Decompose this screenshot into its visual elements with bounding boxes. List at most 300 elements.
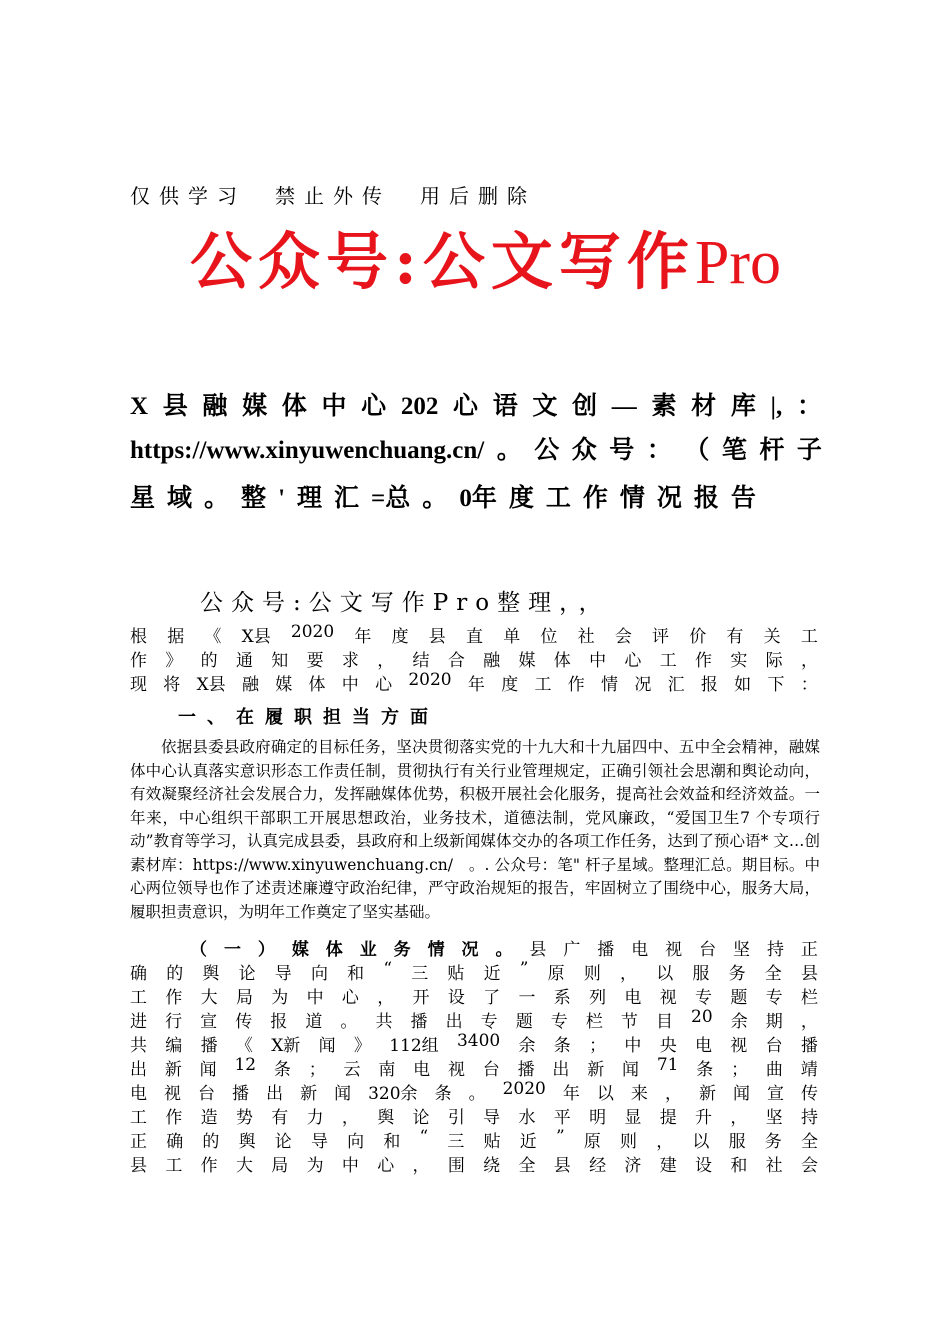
section1-line-6 (130, 1055, 818, 1080)
text-token: 题 (730, 988, 748, 1008)
text-token: 闻 (622, 1060, 640, 1080)
text-token: ” (519, 959, 529, 979)
text-token: 设 (695, 1156, 712, 1176)
text-token: ， (664, 1084, 682, 1104)
text-token: 了 (483, 988, 501, 1008)
text-token: ； (731, 1060, 749, 1080)
text-token: 》 (165, 651, 183, 671)
text-token: 心 (453, 393, 479, 420)
section1-line-7 (130, 1079, 818, 1104)
paragraph-1: 依据县委县政府确定的目标任务，坚决贯彻落实党的十九大和十九届四中、五中全会精神，融媒体中心认真落实意识形态工作责任制，贯彻执行有关行业管理规定，正确引领社会思潮和舆论动向，有效凝聚经济社会发展合力，发挥融媒体优势，积极开展社会化服务，提高社会效益和经济效益。一年来，中心组织干部职工开展思想政治，业务技术，道德法制，党风廉政，“爱国卫生7 个专项行动”教育等学习，认真完成县委，县政府和上级新闻媒体交办的各项工作任务，达到了预心语* 文…创素材库：https://www.xinyuwenchuang.cn/ 。. 公众号：笔" 杆子星域。整理汇总。期目标。中心两位领导也作了述责述廉遵守政治纪律，严守政治规矩的报告，牢固树立了围绕中心，服务大局，履职担责意识，为明年工作奠定了坚实基础。 (130, 738, 820, 921)
text-token: 则 (583, 964, 601, 984)
section1-line-3 (130, 983, 818, 1008)
text-token: 理 (297, 485, 323, 512)
text-token: 工 (165, 1156, 183, 1176)
text-token: 实 (730, 651, 748, 671)
text-token: 中 (321, 393, 347, 420)
text-token: 为 (271, 988, 289, 1008)
text-token: 专 (480, 1012, 498, 1032)
section1-line-1 (190, 935, 818, 960)
text-token: 。 (204, 485, 230, 512)
text-token: 系 (553, 988, 571, 1008)
text-token: 的 (200, 651, 218, 671)
text-token: X县 (241, 627, 271, 647)
text-token: |, (770, 393, 783, 420)
section1-line-9 (130, 1127, 818, 1152)
text-token: 2020 (408, 670, 452, 690)
section1-line-4 (130, 1007, 818, 1032)
text-token: 《 (235, 1036, 253, 1056)
text-token: 出 (266, 1084, 284, 1104)
text-token: 文 (532, 393, 558, 420)
text-token: 设 (447, 988, 465, 1008)
text-token: “ (419, 1127, 429, 1147)
text-token: https://www.xinyuwenchuang.cn/ (130, 437, 485, 464)
text-token: 力 (306, 1108, 324, 1128)
text-token: 2020 (290, 622, 335, 642)
text-token: 合 (447, 651, 465, 671)
text-token: 心 (361, 393, 387, 420)
text-token: 视 (659, 988, 677, 1008)
text-token: 会 (614, 627, 632, 647)
text-token: 播 (597, 940, 615, 960)
text-token: 台 (198, 1084, 216, 1104)
text-token: 新 (698, 1084, 716, 1104)
text-token: 。 (495, 940, 513, 960)
text-token: 县 (800, 964, 818, 984)
text-token: 则 (620, 1132, 638, 1152)
text-token: 杆 (759, 437, 785, 464)
text-token: 媒 (275, 675, 293, 695)
text-token: 开 (412, 988, 430, 1008)
text-token: 工 (130, 988, 147, 1008)
title-line-1 (130, 386, 822, 422)
text-token: 。 (468, 1084, 486, 1104)
text-token: 作 (567, 675, 585, 695)
text-token: 靖 (800, 1060, 818, 1080)
text-token: ” (555, 1127, 565, 1147)
text-token: 县 (553, 1156, 571, 1176)
text-token: 传 (801, 1084, 818, 1104)
text-token: 中 (341, 1156, 359, 1176)
wechat-account-banner (190, 226, 781, 299)
text-token: 专 (550, 1012, 568, 1032)
text-token: 以 (596, 1084, 614, 1104)
text-token: 创 (572, 393, 598, 420)
text-token: 笔 (721, 437, 747, 464)
text-token: 工 (130, 1108, 147, 1128)
text-token: 整 (241, 485, 267, 512)
text-token: 况 (656, 485, 682, 512)
text-token: 向 (310, 964, 328, 984)
text-token: 坚 (765, 1108, 783, 1128)
text-token: 专 (765, 988, 783, 1008)
text-token: 电 (694, 1036, 712, 1056)
text-token: ： (796, 393, 822, 420)
text-token: ， (730, 1108, 748, 1128)
text-token: ） (257, 940, 275, 960)
text-token: 引 (447, 1108, 465, 1128)
text-token: 显 (624, 1108, 642, 1128)
text-token: 经 (589, 1156, 607, 1176)
text-token: 业 (359, 940, 377, 960)
text-token: 新 (164, 1060, 182, 1080)
intro-line-2 (130, 646, 818, 671)
text-token: 提 (659, 1108, 677, 1128)
text-token: 汇 (667, 675, 685, 695)
text-token: 视 (730, 1036, 748, 1056)
text-token: 库 (730, 393, 756, 420)
text-token: 公 (534, 437, 560, 464)
text-token: 社 (577, 627, 595, 647)
text-token: 如 (734, 675, 752, 695)
text-token: 况 (634, 675, 652, 695)
text-token: 余 (518, 1036, 536, 1056)
text-token: 汇 (334, 485, 360, 512)
text-token: 语 (492, 393, 518, 420)
text-token: 编 (165, 1036, 183, 1056)
text-token: 舆 (238, 1132, 256, 1152)
text-token: 务 (393, 940, 411, 960)
text-token: 关 (763, 627, 781, 647)
text-token: 务 (728, 964, 746, 984)
text-token: 大 (235, 1156, 253, 1176)
text-token: 融 (483, 651, 501, 671)
text-token: 中 (341, 675, 359, 695)
text-token: 台 (699, 940, 717, 960)
text-token: 心 (624, 651, 642, 671)
text-token: “ (383, 959, 393, 979)
text-token: 论 (238, 964, 256, 984)
text-token: 价 (689, 627, 707, 647)
text-token: 112组 (389, 1036, 439, 1056)
subtitle: 公众号:公文写作Pro整理，， (200, 590, 610, 616)
text-token: 央 (659, 1036, 677, 1056)
text-token: 播 (200, 1036, 218, 1056)
section-heading-1: 一、在履职担当方面 (178, 707, 439, 728)
text-token: 。 (422, 485, 448, 512)
text-token: 中 (624, 1036, 642, 1056)
text-token: 南 (378, 1060, 396, 1080)
section1-line-10 (130, 1151, 818, 1176)
text-token: 心 (377, 1156, 395, 1176)
text-token: 余 (730, 1012, 748, 1032)
text-token: 工 (545, 485, 571, 512)
text-token: 体 (553, 651, 571, 671)
text-token: 全 (764, 964, 782, 984)
text-token: 县 (130, 1156, 147, 1176)
text-token: 20 (691, 1007, 713, 1027)
text-token: 71 (656, 1055, 679, 1075)
text-token: 台 (482, 1060, 500, 1080)
text-token: 作 (130, 651, 147, 671)
text-token: 以 (692, 1132, 710, 1152)
text-token: 现 (130, 675, 147, 695)
text-token: 绕 (483, 1156, 501, 1176)
text-token: 建 (659, 1156, 677, 1176)
text-token: 众 (571, 437, 597, 464)
text-token: 报 (700, 675, 718, 695)
text-token: 来 (630, 1084, 648, 1104)
text-token: 局 (271, 1156, 289, 1176)
text-token: 号 (609, 437, 635, 464)
text-token: 行 (165, 1012, 183, 1032)
text-token: 素 (651, 393, 677, 420)
text-token: X (130, 393, 149, 420)
text-token: 广 (563, 940, 581, 960)
text-token: 电 (631, 940, 649, 960)
text-token: 媒 (291, 940, 309, 960)
text-token: 明 (589, 1108, 607, 1128)
text-token: 势 (235, 1108, 253, 1128)
text-token: 三 (411, 964, 429, 984)
text-token: 下 (767, 675, 785, 695)
text-token: 县 (428, 627, 446, 647)
text-token: 心 (375, 675, 393, 695)
text-token: 将 (163, 675, 181, 695)
text-token: 新 (587, 1060, 605, 1080)
text-token: 原 (547, 964, 565, 984)
text-token: ， (620, 964, 638, 984)
text-token: 域 (167, 485, 193, 512)
text-token: 条 (553, 1036, 571, 1056)
text-token: 度 (508, 485, 534, 512)
text-token: ， (800, 1012, 818, 1032)
text-token: 202 (400, 393, 439, 420)
text-token: 的 (166, 964, 184, 984)
text-token: 情 (601, 675, 619, 695)
text-token: 水 (518, 1108, 536, 1128)
text-token: 节 (620, 1012, 638, 1032)
text-token: ， (377, 988, 395, 1008)
text-token: 根 (130, 627, 147, 647)
text-token: 条 (273, 1060, 291, 1080)
text-token: 导 (483, 1108, 501, 1128)
section1-line-2 (130, 959, 818, 984)
banner-main-text: 公众号:公文写作 (190, 225, 695, 298)
text-token: 持 (766, 940, 784, 960)
text-token: ， (377, 651, 395, 671)
text-token: 。 (340, 1012, 358, 1032)
text-token: 》 (353, 1036, 371, 1056)
text-token: 闻 (732, 1084, 750, 1104)
text-token: （ (684, 437, 710, 464)
text-token: 围 (447, 1156, 465, 1176)
text-token: 曲 (765, 1060, 783, 1080)
text-token: 以 (656, 964, 674, 984)
text-token: 位 (540, 627, 558, 647)
text-token: 台 (765, 1036, 783, 1056)
text-token: 济 (624, 1156, 642, 1176)
text-token: 贴 (483, 1132, 501, 1152)
text-token: ， (341, 1108, 359, 1128)
text-token: 体 (308, 675, 326, 695)
text-token: 视 (164, 1084, 182, 1104)
text-token: 际 (765, 651, 783, 671)
text-token: X县 (196, 675, 226, 695)
text-token: 要 (306, 651, 324, 671)
text-token: 云 (343, 1060, 361, 1080)
text-token: 有 (271, 1108, 289, 1128)
text-token: 舆 (202, 964, 220, 984)
text-token: 媒 (518, 651, 536, 671)
text-token: 务 (764, 1132, 782, 1152)
text-token: 电 (624, 988, 642, 1008)
text-token: 媒 (242, 393, 268, 420)
text-token: 通 (235, 651, 253, 671)
text-token: 评 (652, 627, 670, 647)
text-token: ： (800, 675, 818, 695)
text-token: 目 (655, 1012, 673, 1032)
text-token: 融 (241, 675, 259, 695)
text-token: 局 (235, 988, 253, 1008)
text-token: 导 (274, 964, 292, 984)
text-token: 报 (270, 1012, 288, 1032)
text-token: 进 (130, 1012, 147, 1032)
text-token: 全 (518, 1156, 536, 1176)
text-token: 作 (165, 988, 183, 1008)
text-token: 体 (281, 393, 307, 420)
text-token: 平 (553, 1108, 571, 1128)
title-line-3 (130, 478, 822, 514)
text-token: 320余 (368, 1084, 418, 1104)
text-token: 列 (589, 988, 607, 1008)
text-token: 为 (306, 1156, 324, 1176)
text-token: 年 (354, 627, 372, 647)
text-token: 据 (167, 627, 185, 647)
text-token: ， (656, 1132, 674, 1152)
text-token: X新 (271, 1036, 301, 1056)
text-token: 情 (619, 485, 645, 512)
text-token: ； (589, 1036, 607, 1056)
text-token: 大 (200, 988, 218, 1008)
text-token: 的 (202, 1132, 220, 1152)
text-token: 共 (130, 1036, 147, 1056)
text-token: 论 (274, 1132, 292, 1152)
text-token: 工 (800, 627, 818, 647)
text-token: 报 (693, 485, 719, 512)
text-token: 全 (800, 1132, 818, 1152)
text-token: 度 (391, 627, 409, 647)
text-token: 一 (223, 940, 241, 960)
text-token: 原 (583, 1132, 601, 1152)
text-token: 作 (582, 485, 608, 512)
text-token: 新 (300, 1084, 318, 1104)
text-token: =总 (371, 485, 411, 512)
text-token: 播 (800, 1036, 818, 1056)
text-token: 2020 (502, 1079, 546, 1099)
text-token: 中 (589, 651, 607, 671)
text-token: 工 (534, 675, 552, 695)
text-token: 道 (305, 1012, 323, 1032)
text-token: 。 (496, 437, 522, 464)
text-token: 题 (515, 1012, 533, 1032)
text-token: 条 (696, 1060, 714, 1080)
text-token: 正 (800, 940, 818, 960)
usage-notice: 仅供学习 禁止外传 用后删除 (130, 184, 536, 208)
text-token: 作 (695, 651, 712, 671)
text-token: 宣 (766, 1084, 784, 1104)
intro-line-1 (130, 622, 818, 647)
text-token: 造 (200, 1108, 218, 1128)
text-token: 0年 (459, 485, 497, 512)
text-token: 栏 (585, 1012, 603, 1032)
text-token: 告 (730, 485, 756, 512)
text-token: 县 (529, 940, 547, 960)
text-token: 县 (162, 393, 188, 420)
text-token: 结 (412, 651, 430, 671)
text-token: 近 (519, 1132, 537, 1152)
text-token: 播 (517, 1060, 535, 1080)
text-token: 论 (412, 1108, 430, 1128)
text-token: 材 (691, 393, 717, 420)
text-token: 12 (234, 1055, 257, 1075)
text-token: 3400 (456, 1031, 501, 1051)
text-token: 作 (165, 1108, 183, 1128)
text-token: 坚 (733, 940, 750, 960)
text-token: 况 (461, 940, 479, 960)
text-token: 闻 (318, 1036, 336, 1056)
text-token: 专 (695, 988, 712, 1008)
text-token: 中 (306, 988, 324, 1008)
text-token: 求 (341, 651, 359, 671)
text-token: 知 (271, 651, 289, 671)
text-token: 舆 (377, 1108, 395, 1128)
text-token: 星 (130, 485, 156, 512)
text-token: ； (308, 1060, 326, 1080)
text-token: 视 (665, 940, 683, 960)
text-token: 确 (130, 964, 147, 984)
text-token: 情 (427, 940, 445, 960)
text-token: 作 (200, 1156, 218, 1176)
text-token: （ (190, 940, 207, 960)
text-token: 持 (800, 1108, 818, 1128)
text-token: 出 (445, 1012, 463, 1032)
text-token: 闻 (199, 1060, 217, 1080)
text-token: 服 (692, 964, 710, 984)
text-token: 向 (347, 1132, 365, 1152)
text-token: 融 (202, 393, 228, 420)
text-token: 正 (130, 1132, 147, 1152)
text-token: 视 (447, 1060, 465, 1080)
text-token: 和 (347, 964, 365, 984)
text-token: ： (646, 437, 672, 464)
text-token: 年 (562, 1084, 580, 1104)
text-token: ， (800, 651, 818, 671)
text-token: 出 (552, 1060, 570, 1080)
section1-line-5 (130, 1031, 818, 1056)
text-token: 有 (726, 627, 744, 647)
text-token: 播 (410, 1012, 428, 1032)
text-token: 传 (235, 1012, 253, 1032)
text-token: 出 (130, 1060, 147, 1080)
intro-line-3 (130, 670, 818, 695)
text-token: 贴 (447, 964, 465, 984)
text-token: 《 (204, 627, 222, 647)
text-token: 确 (166, 1132, 184, 1152)
text-token: 和 (730, 1156, 748, 1176)
text-token: 会 (800, 1156, 818, 1176)
text-token: 近 (483, 964, 501, 984)
text-token: — (611, 393, 637, 420)
text-token: 条 (434, 1084, 452, 1104)
text-token: 导 (310, 1132, 328, 1152)
text-token: ， (412, 1156, 430, 1176)
text-token: ' (278, 485, 286, 512)
text-token: 心 (341, 988, 359, 1008)
text-token: 电 (130, 1084, 147, 1104)
text-token: 体 (325, 940, 343, 960)
